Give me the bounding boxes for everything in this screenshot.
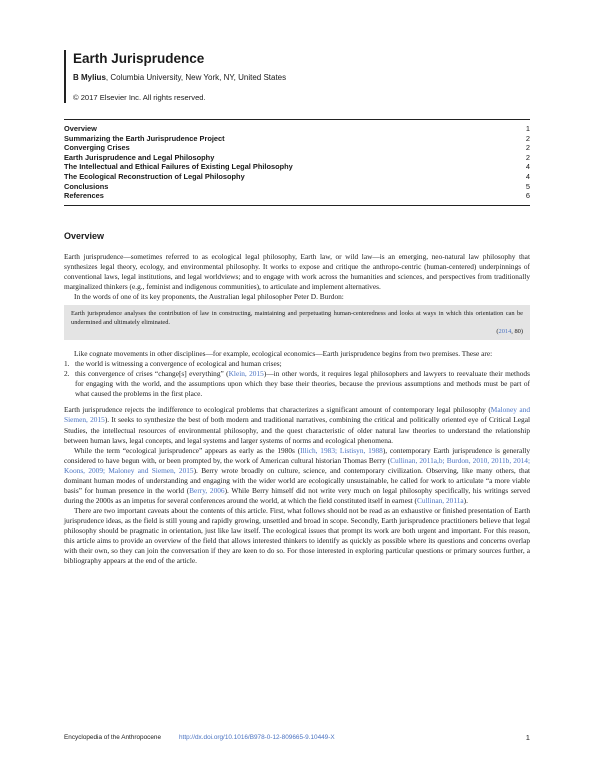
- copyright-notice: © 2017 Elsevier Inc. All rights reserved.: [73, 93, 206, 102]
- citation-link[interactable]: Maloney and Siemen, 2015: [64, 405, 530, 425]
- citation-link[interactable]: Cullinan, 2011a: [417, 495, 464, 505]
- citation-link[interactable]: Klein, 2015: [228, 369, 264, 379]
- article-title: Earth Jurisprudence: [73, 51, 205, 66]
- section-heading: Overview: [64, 230, 105, 241]
- doi-link[interactable]: http://dx.doi.org/10.1016/B978-0-12-809665-9.10449-X: [179, 734, 335, 741]
- toc-entry[interactable]: Overview 1: [64, 124, 530, 133]
- toc-entry[interactable]: Conclusions 5: [64, 181, 530, 191]
- list-item: 1. the world is witnessing a convergence of ecological and human crises;: [64, 359, 282, 369]
- toc-entry[interactable]: Earth Jurisprudence and Legal Philosophy 2: [64, 152, 530, 162]
- title-block: [64, 50, 530, 103]
- block-quote: [64, 305, 530, 340]
- toc-entry[interactable]: Summarizing the Earth Jurisprudence Project 2: [64, 133, 530, 143]
- citation-link[interactable]: Berry, 2006: [189, 485, 225, 495]
- article-page: [64, 50, 530, 566]
- body-paragraph: Earth jurisprudence—sometimes referred to as ecological legal philosophy, Earth law, or wild law—is an emerging, neo-natural law philosophy that synthesizes legal theory, ecology, and environmental philosophy. It works to expose and critique the anthropo-centric (human-centered) underpinnings of conventional laws, legal institutions, and legal worldviews; and to engage with work across the humanities and sciences, and perspectives from traditionally marginalized thinkers (e.g., feminist and indigenous communities), to articulate and implement alternatives.: [64, 251, 530, 291]
- list-item: 2. this convergence of crises “change[s] everything” (Klein, 2015)—in other words, it requires legal philosophers and lawyers to reevaluate their methods for engaging with the world, and the assumptions upon which they base their theories, because the previous assumptions and methods must be part of what caused the problems in the first place.: [64, 369, 530, 399]
- table-of-contents: [64, 119, 530, 206]
- body-paragraph: Like cognate movements in other disciplines—for example, ecological economics—Earth jurisprudence begins from two premises. These are:: [74, 349, 493, 359]
- toc-entry[interactable]: The Ecological Reconstruction of Legal Philosophy 4: [64, 171, 530, 181]
- author-affiliation: , Columbia University, New York, NY, United States: [105, 73, 287, 82]
- body-paragraph: There are two important caveats about the contents of this article. First, what follows should not be read as an exhaustive or finished presentation of Earth jurisprudence ideas, as the field is still young and rapidly growing, unsettled and broad in scope. Secondly, Earth jurisprudence practitioners believe that legal philosophy should be pragmatic in orientation, just like law itself. The ecological issues that prompt its work are both urgent and important. For this reason, this article aims to provide an overview of the field that allows interested thinkers to identify as quickly as possible where its questions and concerns overlap with their own, so they can join the conversation if they are keen to do so. For those interested in exploring particular questions or primary sources further, a bibliography appears at the end of the article.: [64, 505, 530, 566]
- citation-link[interactable]: Cullinan, 2011a,b; Burdon, 2010, 2011b, 2014; Koons, 2009; Maloney and Siemen, 2015: [64, 455, 531, 475]
- citation-link[interactable]: 2014: [498, 328, 512, 336]
- page-number: 1: [525, 733, 530, 742]
- body-paragraph: While the term “ecological jurisprudence” appears as early as the 1980s (Illich, 1983; Listisyn, 1988), contemporary Earth jurisprudence is generally considered to have begun with, or been prompted by, the work of American cultural historian Thomas Berry (Cullinan, 2011a,b; Burdon, 2010, 2011b, 2014; Koons, 2009; Maloney and Siemen, 2015). Berry wrote broadly on culture, science, and contemporary civilization. Observing, like many others, that dominant human modes of understanding and engaging with the wider world are ecologically unsustainable, he called for work to articulate “a more viable basis” for human presence in the world (Berry, 2006). While Berry himself did not write very much on legal philosophy specifically, his writings served during the 2000s as an impetus for several conferences around the world, at which the field constituted itself in earnest (Cullinan, 2011a).: [64, 445, 531, 505]
- toc-entry[interactable]: References 6: [64, 191, 530, 201]
- body-paragraph: In the words of one of its key proponents, the Australian legal philosopher Peter D. Burdon:: [74, 291, 344, 301]
- body-paragraph: Earth jurisprudence rejects the indifference to ecological problems that characterizes a significant amount of contemporary legal philosophy (Maloney and Siemen, 2015). It seeks to synthesize the best of both modern and traditional narratives, combining the critical and politically oriented eye of Critical Legal Studies, the intellectual resources of environmental philosophy, and the quest characteristic of older natural law theories to understand the relationship between human laws, legal concepts, and legal systems and larger systems of norms and ecological phenomena.: [64, 405, 531, 445]
- quote-citation: (2014, 80): [496, 328, 523, 336]
- premise-list: [64, 359, 530, 399]
- toc-entry[interactable]: Converging Crises 2: [64, 143, 530, 153]
- quote-text: Earth jurisprudence analyses the contribution of law in constructing, maintaining and perpetuating human-centeredness and looks at ways in which this orientation can be undermined and ultimately eliminated.: [71, 309, 523, 326]
- page-footer: [64, 733, 530, 742]
- journal-name: Encyclopedia of the Anthropocene: [64, 734, 161, 741]
- toc-entry[interactable]: The Intellectual and Ethical Failures of Existing Legal Philosophy 4: [64, 162, 530, 172]
- citation-link[interactable]: Illich, 1983; Listisyn, 1988: [300, 445, 383, 455]
- author-byline: [73, 73, 530, 83]
- author-name: B Mylius: [73, 73, 106, 82]
